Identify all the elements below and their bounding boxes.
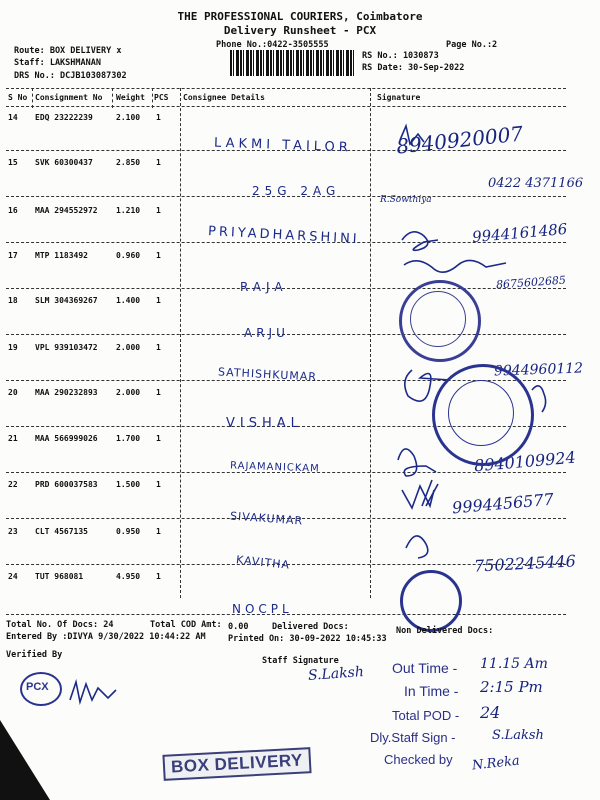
table-top-rule: [6, 88, 566, 89]
row-weight: 0.950: [116, 527, 141, 536]
row-consignment: MAA 294552972: [35, 206, 98, 215]
handwritten-consignee: RAJA: [240, 280, 288, 294]
in-time-label: In Time -: [404, 683, 459, 699]
page-corner-shadow: [0, 720, 50, 800]
row-consignment: PRD 600037583: [35, 480, 98, 489]
handwritten-consignee: RAJAMANICKAM: [229, 460, 320, 475]
row-weight: 2.000: [116, 343, 141, 352]
page-number: Page No.:2: [446, 40, 498, 50]
row-weight: 4.950: [116, 572, 141, 581]
handwritten-consignee: SATHISHKUMAR: [217, 365, 318, 384]
col-header-consignee: Consignee Details: [183, 93, 265, 102]
row-consignment: SVK 60300437: [35, 158, 93, 167]
row-sno: 19: [8, 343, 18, 352]
row-pcs: 1: [156, 251, 161, 260]
staff-signature: S.Laksh: [307, 664, 365, 684]
row-sno: 22: [8, 480, 18, 489]
handwritten-consignee: 25G 2AG: [252, 184, 341, 198]
handwritten-signature: R.Sowthiya: [380, 195, 432, 205]
handwritten-phone: 9944960112: [493, 360, 584, 380]
row-sno: 14: [8, 113, 18, 122]
row-pcs: 1: [156, 480, 161, 489]
row-sno: 23: [8, 527, 18, 536]
row-weight: 0.960: [116, 251, 141, 260]
company-name: THE PROFESSIONAL COURIERS, Coimbatore: [177, 10, 423, 23]
row-pcs: 1: [156, 296, 161, 305]
out-time-label: Out Time -: [392, 660, 458, 676]
signature-scribbles: [372, 100, 600, 620]
row-consignment: MAA 290232893: [35, 388, 98, 397]
total-pod-value: 24: [480, 703, 501, 722]
out-time-value: 11.15 Am: [480, 656, 548, 672]
row-sno: 16: [8, 206, 18, 215]
rs-date: RS Date: 30-Sep-2022: [362, 63, 465, 73]
row-sno: 24: [8, 572, 18, 581]
row-sno: 17: [8, 251, 18, 260]
handwritten-phone: 7502245446: [473, 551, 577, 576]
row-sno: 20: [8, 388, 18, 397]
col-header-pcs: PCS: [154, 93, 169, 102]
row-sno: 21: [8, 434, 18, 443]
handwritten-phone: 0422 4371166: [488, 176, 584, 191]
checked-by-value: N.Reka: [471, 753, 521, 774]
drs-number: DRS No.: DCJB103087302: [14, 71, 127, 81]
row-pcs: 1: [156, 434, 161, 443]
row-weight: 1.400: [116, 296, 141, 305]
handwritten-consignee: VISHAL: [226, 416, 303, 431]
divider: [180, 88, 181, 598]
handwritten-phone: 9944161486: [471, 219, 569, 247]
divider: [32, 88, 33, 108]
col-header-sno: S No: [8, 93, 28, 102]
delivered-docs: Delivered Docs:: [272, 622, 349, 632]
round-stamp: [400, 570, 462, 632]
entered-by: Entered By :DIVYA 9/30/2022 10:44:22 AM: [6, 632, 206, 642]
row-consignment: MAA 566999026: [35, 434, 98, 443]
handwritten-consignee: LAKMI TAILOR: [213, 135, 353, 156]
route: Route: BOX DELIVERY x: [14, 46, 122, 56]
row-consignment: SLM 304369267: [35, 296, 98, 305]
handwritten-consignee: ARJU: [244, 326, 289, 340]
divider: [152, 88, 153, 108]
row-pcs: 1: [156, 572, 161, 581]
dly-staff-value: S.Laksh: [492, 728, 544, 743]
row-pcs: 1: [156, 343, 161, 352]
phone-number: Phone No.:0422-3505555: [216, 40, 329, 50]
row-weight: 2.000: [116, 388, 141, 397]
row-pcs: 1: [156, 527, 161, 536]
col-header-weight: Weight: [116, 93, 145, 102]
handwritten-consignee: KAVITHA: [235, 553, 291, 572]
rs-number: RS No.: 1030873: [362, 51, 439, 61]
round-stamp-inner: [448, 380, 514, 446]
handwritten-phone: 8675602685: [495, 273, 567, 292]
col-header-signature: Signature: [377, 93, 421, 102]
barcode: [230, 50, 356, 76]
in-time-value: 2:15 Pm: [480, 678, 543, 696]
handwritten-consignee: PRIYADHARSHINI: [207, 224, 360, 247]
row-sno: 18: [8, 296, 18, 305]
row-pcs: 1: [156, 388, 161, 397]
staff-signature-label: Staff Signature: [262, 656, 339, 666]
row-weight: 1.500: [116, 480, 141, 489]
divider: [112, 88, 113, 108]
verifier-signature: [66, 676, 136, 706]
row-sno: 15: [8, 158, 18, 167]
row-consignment: MTP 1183492: [35, 251, 88, 260]
printed-on: Printed On: 30-09-2022 10:45:33: [228, 634, 387, 644]
row-pcs: 1: [156, 158, 161, 167]
row-pcs: 1: [156, 113, 161, 122]
handwritten-consignee: NOCPL: [232, 602, 293, 616]
row-consignment: TUT 968081: [35, 572, 84, 581]
dly-staff-label: Dly.Staff Sign -: [370, 730, 456, 745]
total-pod-label: Total POD -: [392, 708, 460, 723]
handwritten-phone: 9994456577: [451, 489, 555, 518]
row-consignment: CLT 4567135: [35, 527, 88, 536]
handwritten-consignee: SIVAKUMAR: [229, 509, 304, 528]
total-cod-value: 0.00: [228, 622, 249, 632]
row-weight: 2.850: [116, 158, 141, 167]
box-delivery-stamp: BOX DELIVERY: [162, 747, 311, 781]
document-title: Delivery Runsheet - PCX: [223, 24, 377, 37]
col-header-consignment: Consignment No: [35, 93, 103, 102]
row-consignment: EDQ 23222239: [35, 113, 93, 122]
verified-by: Verified By: [6, 650, 63, 660]
handwritten-phone: 8940920007: [395, 121, 525, 159]
handwritten-phone: 8940109924: [473, 447, 577, 476]
checked-by-label: Checked by: [384, 752, 453, 767]
row-weight: 2.100: [116, 113, 141, 122]
total-cod-label: Total COD Amt:: [150, 620, 222, 630]
pcx-stamp-text: PCX: [26, 681, 49, 693]
total-docs: Total No. Of Docs: 24: [6, 620, 114, 630]
row-consignment: VPL 939103472: [35, 343, 98, 352]
row-weight: 1.700: [116, 434, 141, 443]
non-delivered-docs: Non Delivered Docs:: [396, 626, 494, 636]
staff: Staff: LAKSHMANAN: [14, 58, 101, 68]
divider: [370, 88, 371, 598]
row-pcs: 1: [156, 206, 161, 215]
row-weight: 1.210: [116, 206, 141, 215]
round-stamp-inner: [410, 291, 466, 347]
